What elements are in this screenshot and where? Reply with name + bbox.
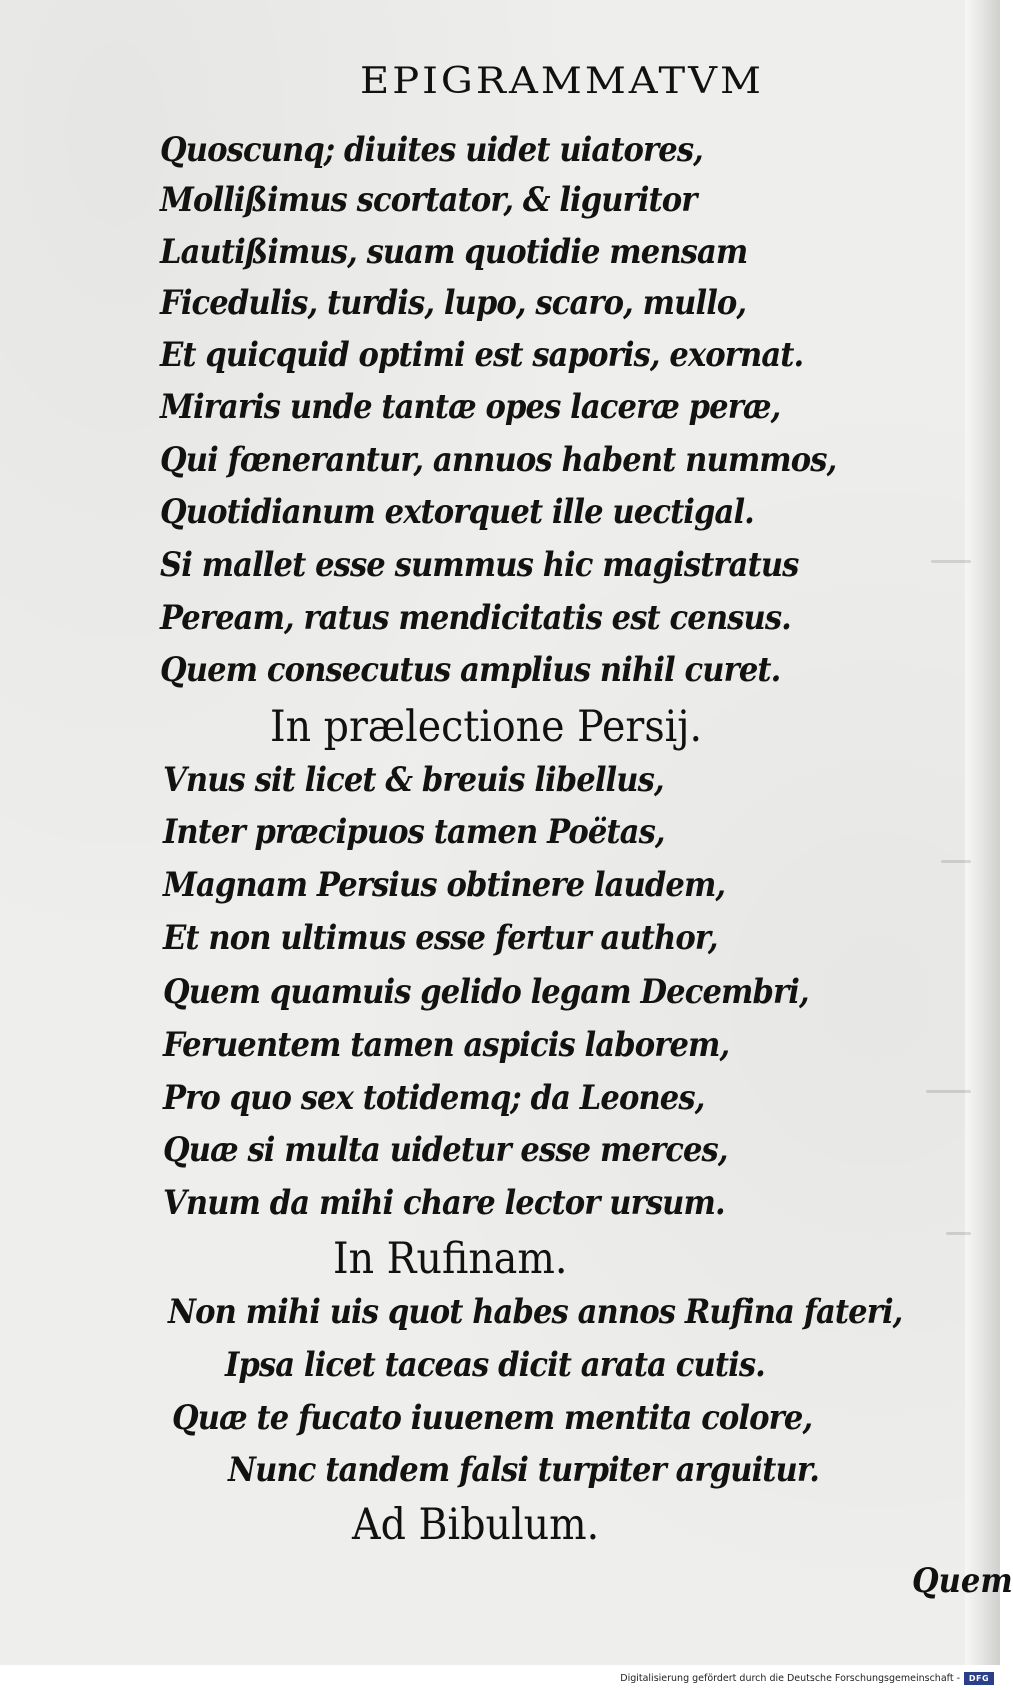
poem-line: Feruentem tamen aspicis laborem, <box>163 1025 730 1065</box>
poem-line: Non mihi uis quot habes annos Rufina fateri, <box>168 1292 903 1332</box>
poem-line: Nunc tandem falsi turpiter arguitur. <box>228 1450 820 1490</box>
poem-line: Quem consecutus amplius nihil curet. <box>160 650 781 690</box>
dfg-logo-icon: DFG <box>964 1672 994 1685</box>
poem-heading: In prælectione Persij. <box>270 702 703 752</box>
poem-line: Vnum da mihi chare lector ursum. <box>163 1183 725 1223</box>
poem-line: Pro quo sex totidemq; da Leones, <box>163 1078 705 1118</box>
poem-line: Magnam Persius obtinere laudem, <box>163 865 726 905</box>
poem-line: Lautißimus, suam quotidie mensam <box>160 232 748 272</box>
poem-heading: In Rufinam. <box>333 1234 568 1284</box>
funding-credit: Digitalisierung gefördert durch die Deutsche Forschungsgemeinschaft - <box>620 1673 960 1684</box>
footer-bar <box>0 1668 1000 1690</box>
poem-line: Mollißimus scortator, & liguritor <box>160 180 697 220</box>
poem-line: Inter præcipuos tamen Poëtas, <box>163 812 665 852</box>
poem-line: Quem quamuis gelido legam Decembri, <box>163 972 809 1012</box>
poem-line: Si mallet esse summus hic magistratus <box>160 545 799 585</box>
poem-line: Vnus sit licet & breuis libellus, <box>163 760 664 800</box>
poem-line: Ficedulis, turdis, lupo, scaro, mullo, <box>160 283 747 323</box>
poem-line: Et non ultimus esse fertur author, <box>163 918 718 958</box>
poem-heading: Ad Bibulum. <box>352 1500 600 1550</box>
poem-line: Quæ si multa uidetur esse merces, <box>163 1130 728 1170</box>
poem-line: Quæ te fucato iuuenem mentita colore, <box>172 1398 813 1438</box>
poem-line: Peream, ratus mendicitatis est census. <box>160 598 791 638</box>
poem-line: Ipsa licet taceas dicit arata cutis. <box>225 1345 765 1385</box>
catchword: Quem <box>912 1561 1013 1601</box>
running-header: EPIGRAMMATVM <box>360 59 765 103</box>
poem-line: Quotidianum extorquet ille uectigal. <box>160 492 754 532</box>
poem-line: Quoscunq; diuites uidet uiatores, <box>160 130 703 170</box>
poem-line: Miraris unde tantæ opes laceræ peræ, <box>160 387 781 427</box>
poem-line: Qui fœnerantur, annuos habent nummos, <box>160 440 837 480</box>
poem-line: Et quicquid optimi est saporis, exornat. <box>160 335 804 375</box>
